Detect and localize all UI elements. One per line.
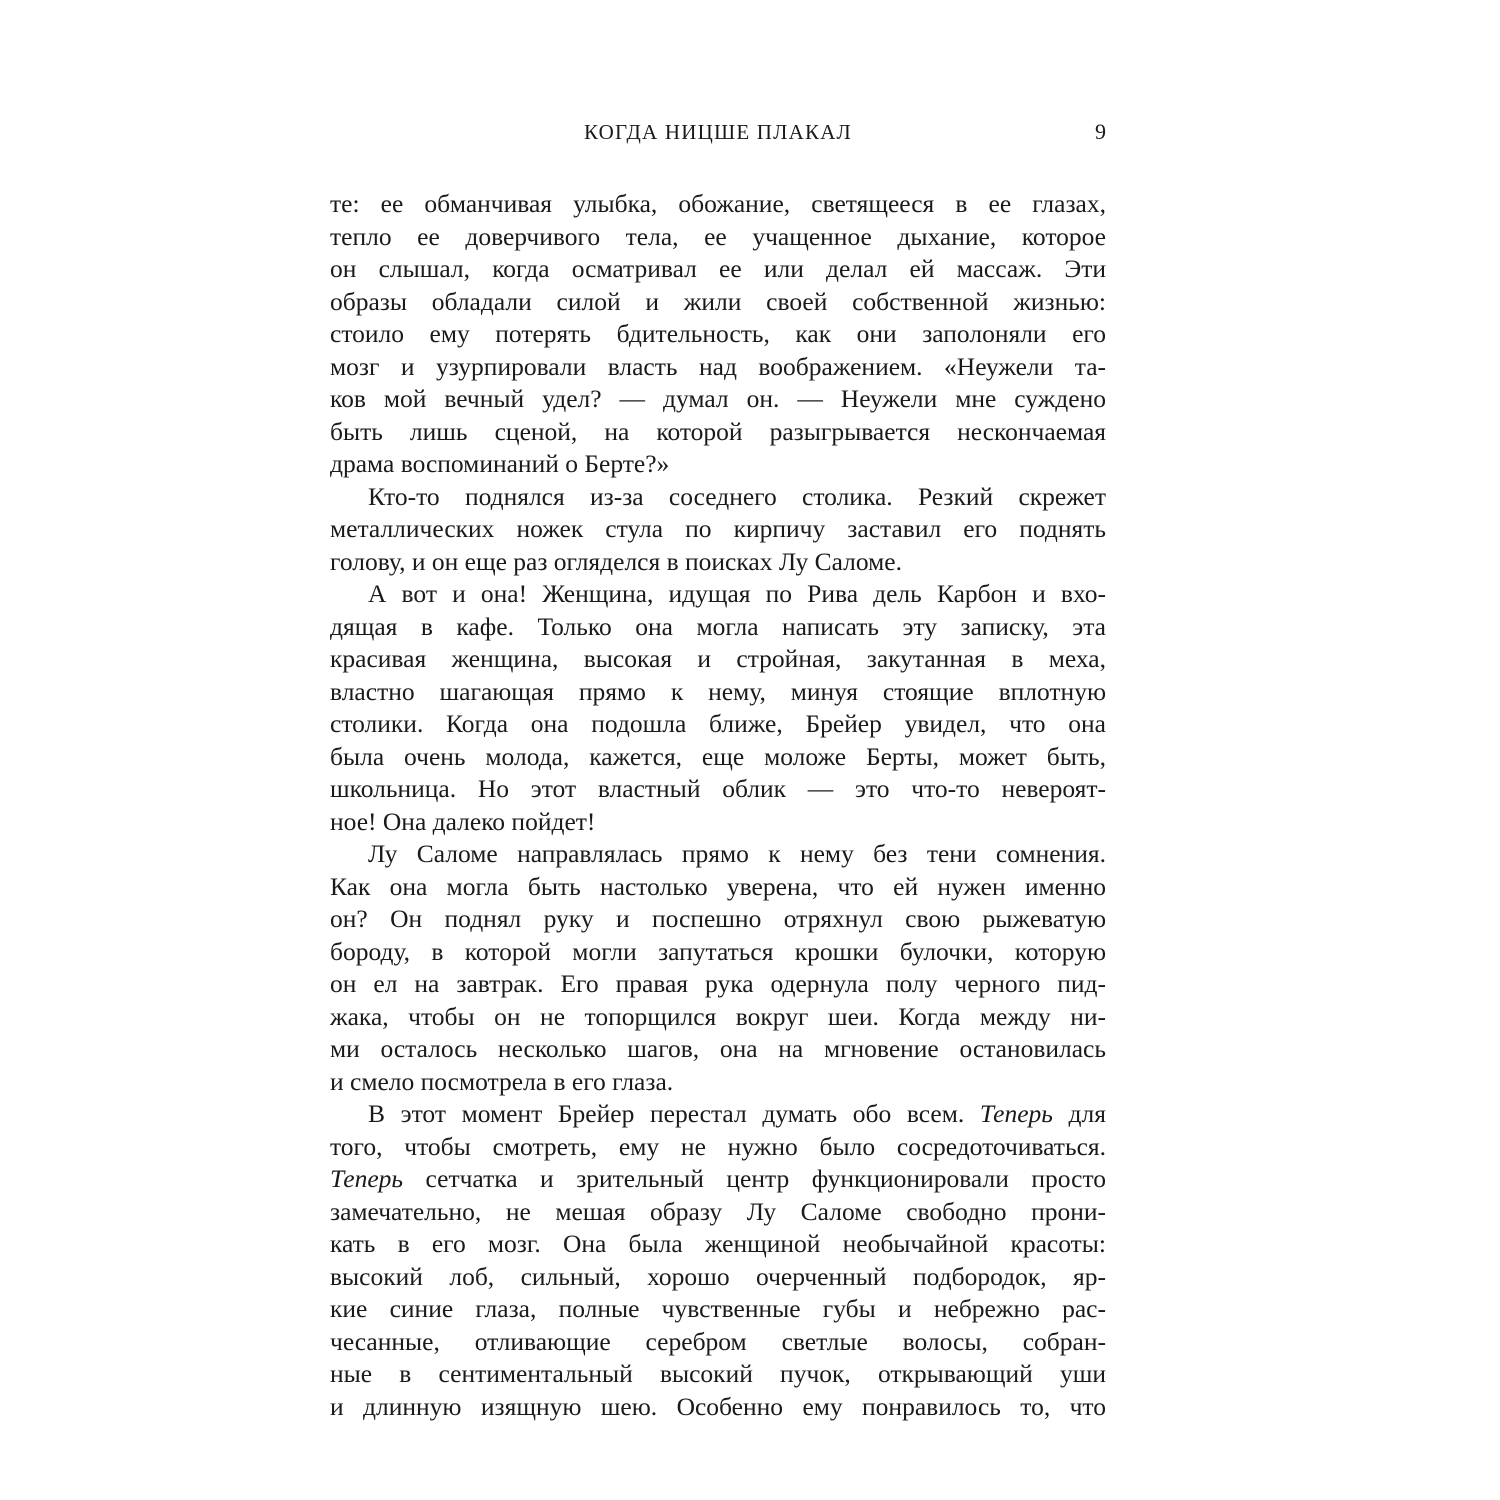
text-line: стоило ему потерять бдительность, как они заполоняли его	[330, 319, 1106, 348]
italic-word: Теперь	[330, 1164, 404, 1193]
text-line: кие синие глаза, полные чувственные губы и небрежно рас-	[330, 1294, 1106, 1323]
text-line: он? Он поднял руку и поспешно отряхнул свою рыжеватую	[330, 904, 1106, 933]
italic-word: Теперь	[979, 1099, 1053, 1128]
text-line: быть лишь сценой, на которой разыгрывается нескончаемая	[330, 416, 1106, 446]
text-line	[330, 1098, 1106, 1131]
text-line: ное! Она далеко пойдет!	[330, 806, 596, 836]
text-line: была очень молода, кажется, еще моложе Берты, может быть,	[330, 741, 1106, 771]
running-header	[330, 112, 1106, 152]
text-line: образы обладали силой и жили своей собственной жизнью:	[330, 286, 1106, 316]
text-line-pre: В этот момент Брейер перестал думать обо всем.	[368, 1099, 980, 1128]
text-line: властно шагающая прямо к нему, минуя стоящие вплотную	[330, 676, 1106, 706]
text-line: ные в сентиментальный высокий пучок, открывающий уши	[330, 1359, 1106, 1388]
text-line: тепло ее доверчивого тела, ее учащенное дыхание, которое	[330, 221, 1106, 251]
text-line: бороду, в которой могли запутаться крошки булочки, которую	[330, 936, 1106, 966]
text-line: школьница. Но этот властный облик — это что-то невероят-	[330, 774, 1106, 803]
text-line: и длинную изящную шею. Особенно ему понравилось то, что	[330, 1391, 1106, 1421]
text-line: дящая в кафе. Только она могла написать эту записку, эта	[330, 611, 1106, 641]
text-line: красивая женщина, высокая и стройная, закутанная в меха,	[330, 644, 1106, 673]
text-line: А вот и она! Женщина, идущая по Рива дель Карбон и вхо-	[368, 579, 1106, 608]
text-line: голову, и он еще раз огляделся в поисках Лу Саломе.	[330, 546, 902, 576]
text-line: те: ее обманчивая улыбка, обожание, светящееся в ее глазах,	[330, 189, 1106, 218]
text-line: Кто-то поднялся из-за соседнего столика. Резкий скрежет	[368, 481, 1106, 511]
text-line: ков мой вечный удел? — думал он. — Неужели мне суждено	[330, 384, 1106, 413]
text-line: и смело посмотрела в его глаза.	[330, 1066, 674, 1096]
text-line: он ел на завтрак. Его правая рука одернула полу черного пид-	[330, 969, 1106, 998]
text-line: мозг и узурпировали власть над воображением. «Неужели та-	[330, 351, 1106, 381]
running-title: КОГДА НИЦШЕ ПЛАКАЛ	[583, 120, 853, 144]
text-line: того, чтобы смотреть, ему не нужно было сосредоточиваться.	[330, 1131, 1106, 1161]
text-line: замечательно, не мешая образу Лу Саломе свободно прони-	[330, 1196, 1106, 1226]
text-line-post: сетчатка и зрительный центр функционировали просто	[403, 1164, 1106, 1193]
text-line: металлических ножек стула по кирпичу заставил его поднять	[330, 514, 1106, 543]
text-line-post: для	[1052, 1099, 1106, 1128]
text-line: Как она могла быть настолько уверена, что ей нужен именно	[330, 871, 1106, 901]
text-line: жака, чтобы он не топорщился вокруг шеи. Когда между ни-	[330, 1001, 1106, 1031]
text-line: столики. Когда она подошла ближе, Брейер увидел, что она	[330, 709, 1106, 738]
text-line: драма воспоминаний о Берте?»	[330, 449, 670, 478]
text-line: Лу Саломе направлялась прямо к нему без тени сомнения.	[368, 839, 1106, 868]
text-line: высокий лоб, сильный, хорошо очерченный подбородок, яр-	[330, 1261, 1106, 1291]
text-line	[330, 1163, 1106, 1196]
text-line: кать в его мозг. Она была женщиной необычайной красоты:	[330, 1229, 1106, 1258]
text-line: ми осталось несколько шагов, она на мгновение остановилась	[330, 1034, 1106, 1063]
text-line: чесанные, отливающие серебром светлые волосы, собран-	[330, 1326, 1106, 1356]
page-number: 9	[1095, 119, 1106, 144]
body-text	[330, 188, 1106, 1423]
text-line: он слышал, когда осматривал ее или делал ей массаж. Эти	[330, 254, 1106, 283]
